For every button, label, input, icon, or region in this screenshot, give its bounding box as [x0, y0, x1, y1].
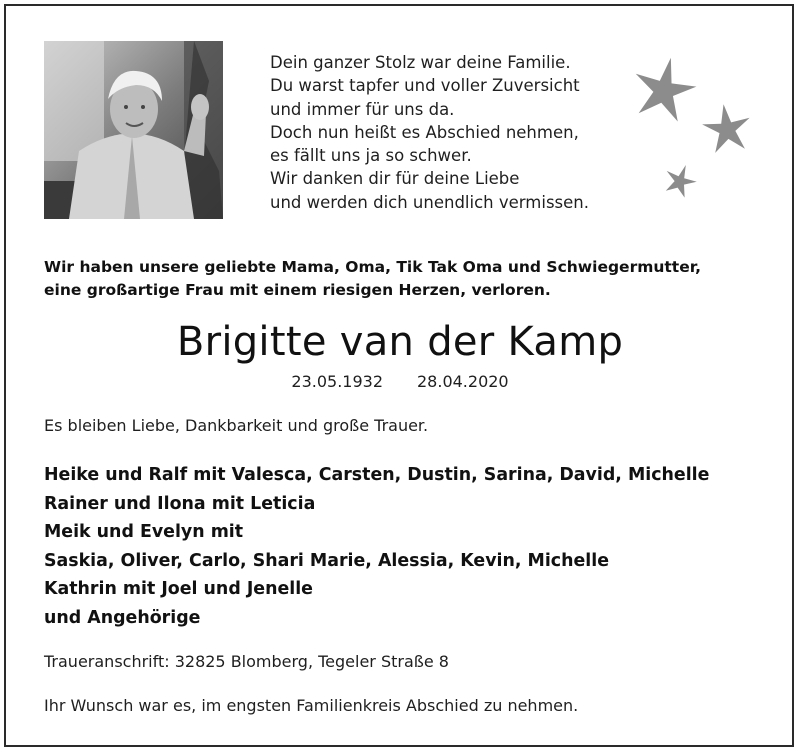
- poem-line: Wir danken dir für deine Liebe: [270, 169, 520, 189]
- intro-line: eine großartige Frau mit einem riesigen Herzen, verloren.: [44, 281, 551, 299]
- closing-text: Es bleiben Liebe, Dankbarkeit und große Trauer.: [44, 416, 429, 435]
- intro-text: [44, 256, 701, 302]
- portrait-photo: [44, 41, 223, 219]
- death-date: 28.04.2020: [417, 372, 509, 391]
- star-icon: [628, 52, 701, 124]
- poem-line: und immer für uns da.: [270, 99, 455, 119]
- mourner-line: Saskia, Oliver, Carlo, Shari Marie, Alessia, Kevin, Michelle: [44, 550, 610, 571]
- mourning-address: Traueranschrift: 32825 Blomberg, Tegeler Straße 8: [44, 652, 449, 671]
- mourner-line: und Angehörige: [44, 607, 201, 628]
- intro-line: Wir haben unsere geliebte Mama, Oma, Tik Tak Oma und Schwiegermutter,: [44, 258, 701, 276]
- birth-date: 23.05.1932: [291, 372, 383, 391]
- poem-line: Du warst tapfer und voller Zuversicht: [270, 76, 580, 96]
- stars-decoration: [628, 52, 758, 204]
- mourner-line: Rainer und Ilona mit Leticia: [44, 493, 316, 514]
- mourners-list: [44, 461, 709, 633]
- mourner-line: Heike und Ralf mit Valesca, Carsten, Dustin, Sarina, David, Michelle: [44, 465, 710, 485]
- funeral-wish: Ihr Wunsch war es, im engsten Familienkreis Abschied zu nehmen.: [44, 696, 579, 715]
- star-icon: [660, 160, 701, 200]
- mourner-line: Kathrin mit Joel und Jenelle: [44, 579, 313, 600]
- poem-line: und werden dich unendlich vermissen.: [270, 192, 589, 212]
- star-icon: [700, 101, 754, 154]
- mourner-line: Meik und Evelyn mit: [44, 522, 244, 543]
- life-dates: [0, 371, 800, 393]
- poem-line: es fällt uns ja so schwer.: [270, 146, 472, 166]
- poem: [270, 51, 589, 214]
- portrait-image: [44, 41, 223, 219]
- poem-line: Dein ganzer Stolz war deine Familie.: [270, 53, 571, 72]
- deceased-name: Brigitte van der Kamp: [176, 319, 624, 365]
- poem-line: Doch nun heißt es Abschied nehmen,: [270, 122, 579, 142]
